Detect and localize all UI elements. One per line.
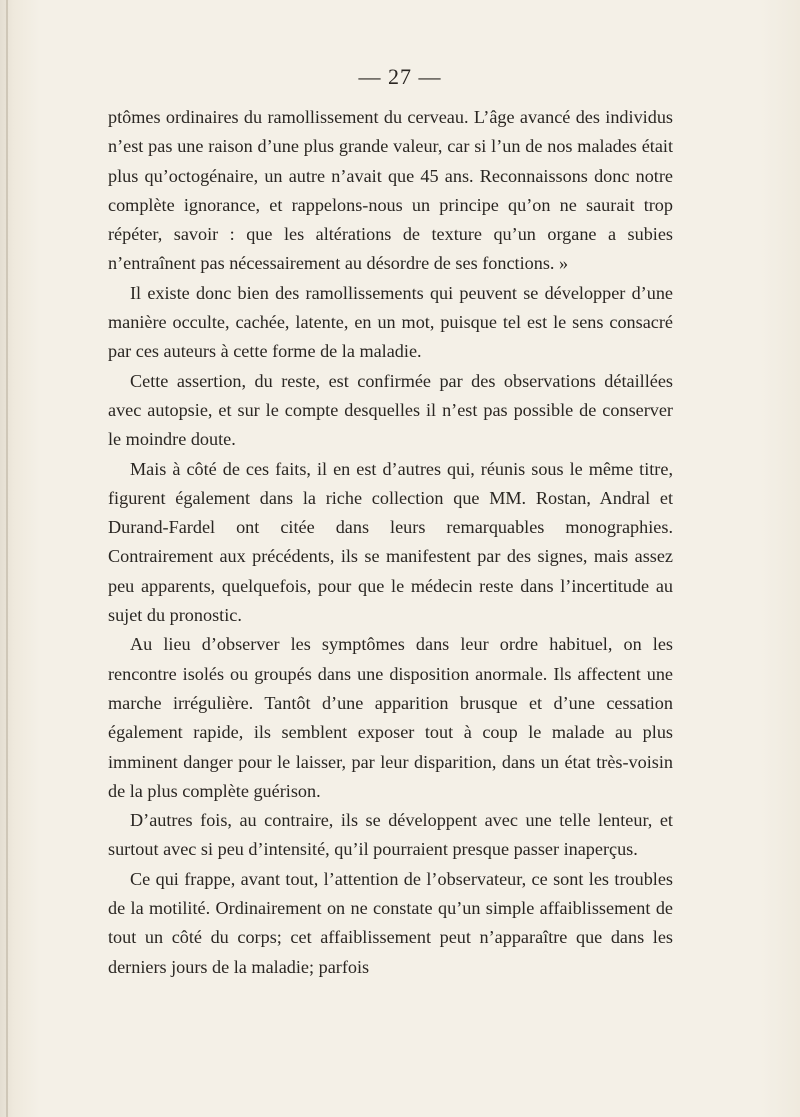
paragraph-2: Il existe donc bien des ramollissements qui peuvent se développer d’une manière occulte, cachée, latente, en un mot, puisque tel est le sens consacré par ces auteurs à cette forme de la maladie.	[108, 282, 673, 362]
paragraph-4: Mais à côté de ces faits, il en est d’autres qui, réunis sous le même titre, figurent également dans la riche collection que MM. Rostan, Andral et Durand-Fardel ont citée dans leurs remarquables monographies. Contrairement aux précédents, ils se manifestent par des signes, mais assez peu apparents, quelquefois, pour que le médecin reste dans l’incertitude au sujet du pronostic.	[108, 458, 673, 626]
paragraph-6: D’autres fois, au contraire, ils se développent avec une telle lenteur, et surtout avec si peu d’intensité, qu’il pourraient presque passer inaperçus.	[108, 810, 673, 860]
page-spine-shadow	[6, 0, 8, 1117]
paragraph-3: Cette assertion, du reste, est confirmée par des observations détaillées avec autopsie, et sur le compte desquelles il n’est pas possible de conserver le moindre doute.	[108, 370, 673, 450]
paragraph-7: Ce qui frappe, avant tout, l’attention de l’observateur, ce sont les troubles de la motilité. Ordinairement on ne constate qu’un simple affaiblissement de tout un côté du corps; cet affaiblissement peut n’apparaître que dans les derniers jours de la maladie; parfois	[108, 868, 673, 977]
body-text	[108, 103, 673, 982]
paragraph-5: Au lieu d’observer les symptômes dans leur ordre habituel, on les rencontre isolés ou groupés dans une disposition anormale. Ils affectent une marche irrégulière. Tantôt d’une apparition brusque et d’une cessation également rapide, ils semblent exposer tout à coup le malade au plus imminent danger pour le laisser, par leur disparition, dans un état très-voisin de la plus complète guérison.	[108, 634, 673, 801]
page-number: — 27 —	[358, 64, 442, 89]
paragraph-1: ptômes ordinaires du ramollissement du cerveau. L’âge avancé des individus n’est pas une raison d’une plus grande valeur, car si l’un de nos malades était plus qu’octogénaire, un autre n’avait que 45 ans. Reconnaissons donc notre complète ignorance, et rappelons-nous un principe qu’on ne saurait trop répéter, savoir : que les altérations de texture qu’un organe a subies n’entraînent pas nécessairement au désordre de ses fonctions. »	[108, 107, 673, 274]
